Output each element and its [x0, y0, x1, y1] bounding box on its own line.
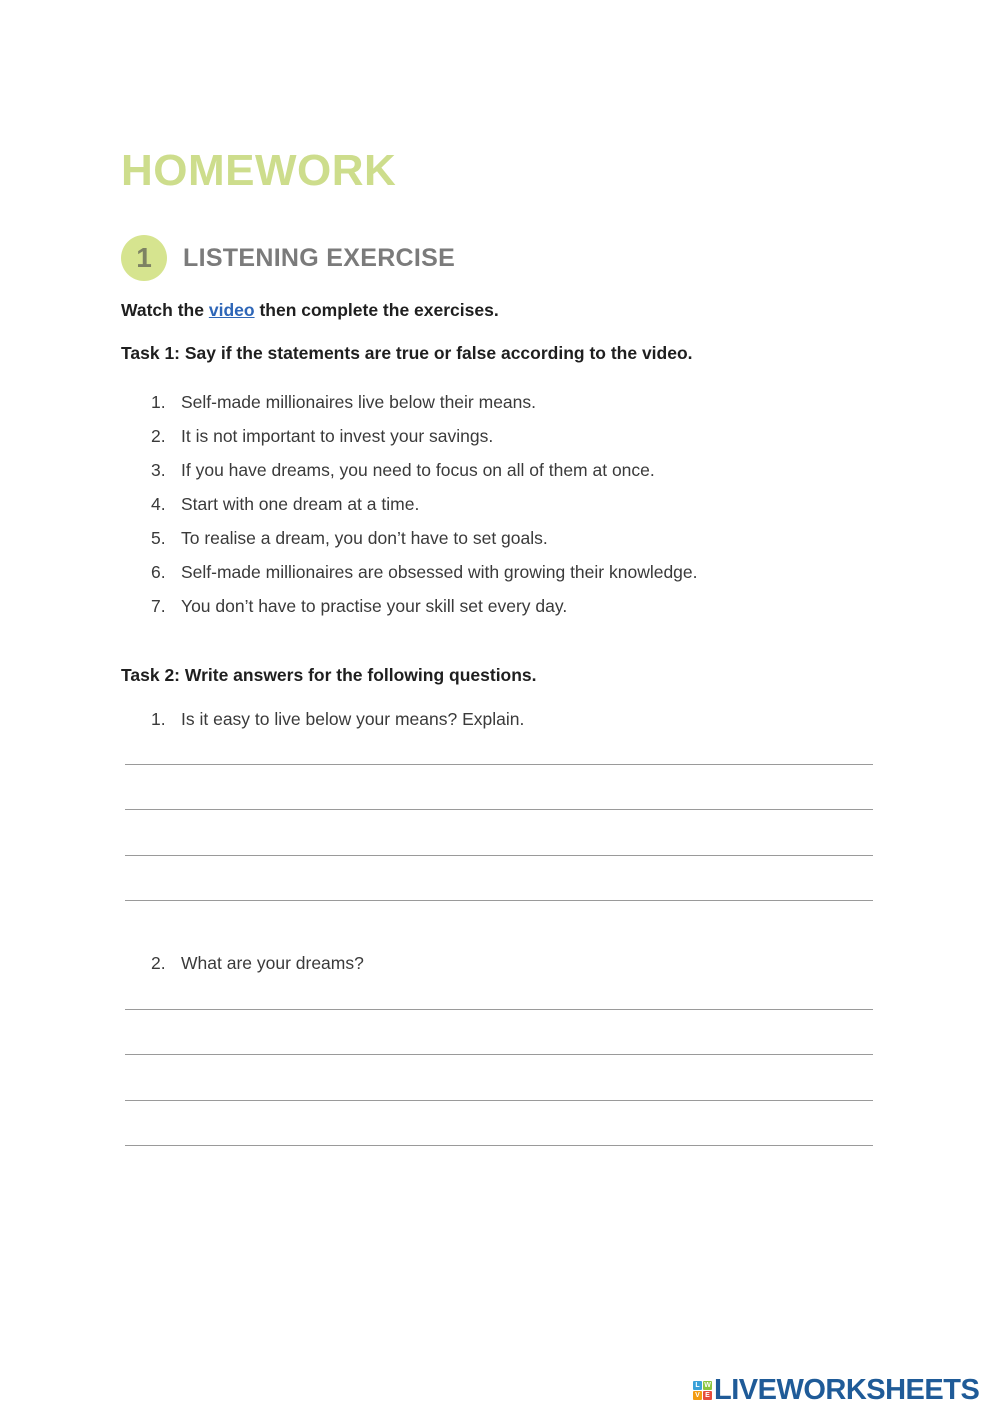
logo-tile: L	[693, 1381, 702, 1390]
item-number: 4.	[151, 493, 166, 514]
question-number: 1.	[151, 709, 166, 729]
item-number: 5.	[151, 527, 166, 548]
section-title: LISTENING EXERCISE	[183, 244, 456, 272]
logo-tile: E	[703, 1391, 712, 1400]
answer-line[interactable]	[125, 764, 873, 765]
item-number: 2.	[151, 425, 166, 446]
item-number: 7.	[151, 595, 166, 616]
page-title: HOMEWORK	[121, 146, 397, 195]
answer-line[interactable]	[125, 809, 873, 810]
item-number: 3.	[151, 459, 166, 480]
logo-tile: W	[704, 1382, 711, 1389]
answer-line[interactable]	[125, 1145, 873, 1146]
list-item	[151, 521, 851, 555]
item-text: You don’t have to practise your skill set every day.	[181, 595, 568, 616]
list-item	[151, 487, 851, 521]
item-text: If you have dreams, you need to focus on all of them at once.	[181, 459, 655, 480]
item-text: To realise a dream, you don’t have to set goals.	[181, 527, 548, 548]
item-number: 1.	[151, 391, 166, 412]
list-item	[151, 419, 851, 453]
list-item	[151, 385, 851, 419]
answer-line[interactable]	[125, 855, 873, 856]
instruction-suffix: then complete the exercises.	[259, 300, 499, 320]
logo-grid-icon	[693, 1381, 712, 1400]
task2-heading: Task 2: Write answers for the following questions.	[121, 665, 537, 685]
item-text: Self-made millionaires are obsessed with growing their knowledge.	[181, 561, 698, 582]
item-number: 6.	[151, 561, 166, 582]
task1-statement-list	[151, 385, 851, 623]
question-1	[151, 709, 524, 730]
instruction-prefix: Watch the	[121, 300, 204, 320]
answer-line[interactable]	[125, 1100, 873, 1101]
question-number: 2.	[151, 953, 166, 973]
logo-text: LIVEWORKSHEETS	[714, 1374, 980, 1406]
item-text: Self-made millionaires live below their means.	[181, 391, 537, 412]
item-text: It is not important to invest your savings.	[181, 425, 494, 446]
question-text: Is it easy to live below your means? Explain.	[181, 709, 525, 729]
answer-line[interactable]	[125, 1054, 873, 1055]
question-2	[151, 953, 364, 974]
list-item	[151, 453, 851, 487]
logo-tile: V	[693, 1391, 702, 1400]
liveworksheets-logo	[693, 1374, 979, 1407]
answer-line[interactable]	[125, 900, 873, 901]
section-number-badge: 1	[121, 235, 167, 281]
list-item	[151, 589, 851, 623]
video-link[interactable]: video	[208, 300, 255, 320]
item-text: Start with one dream at a time.	[181, 493, 420, 514]
answer-line[interactable]	[125, 1009, 873, 1010]
list-item	[151, 555, 851, 589]
question-text: What are your dreams?	[181, 953, 364, 973]
instruction-text	[121, 300, 499, 321]
task1-heading: Task 1: Say if the statements are true or false according to the video.	[121, 343, 693, 363]
